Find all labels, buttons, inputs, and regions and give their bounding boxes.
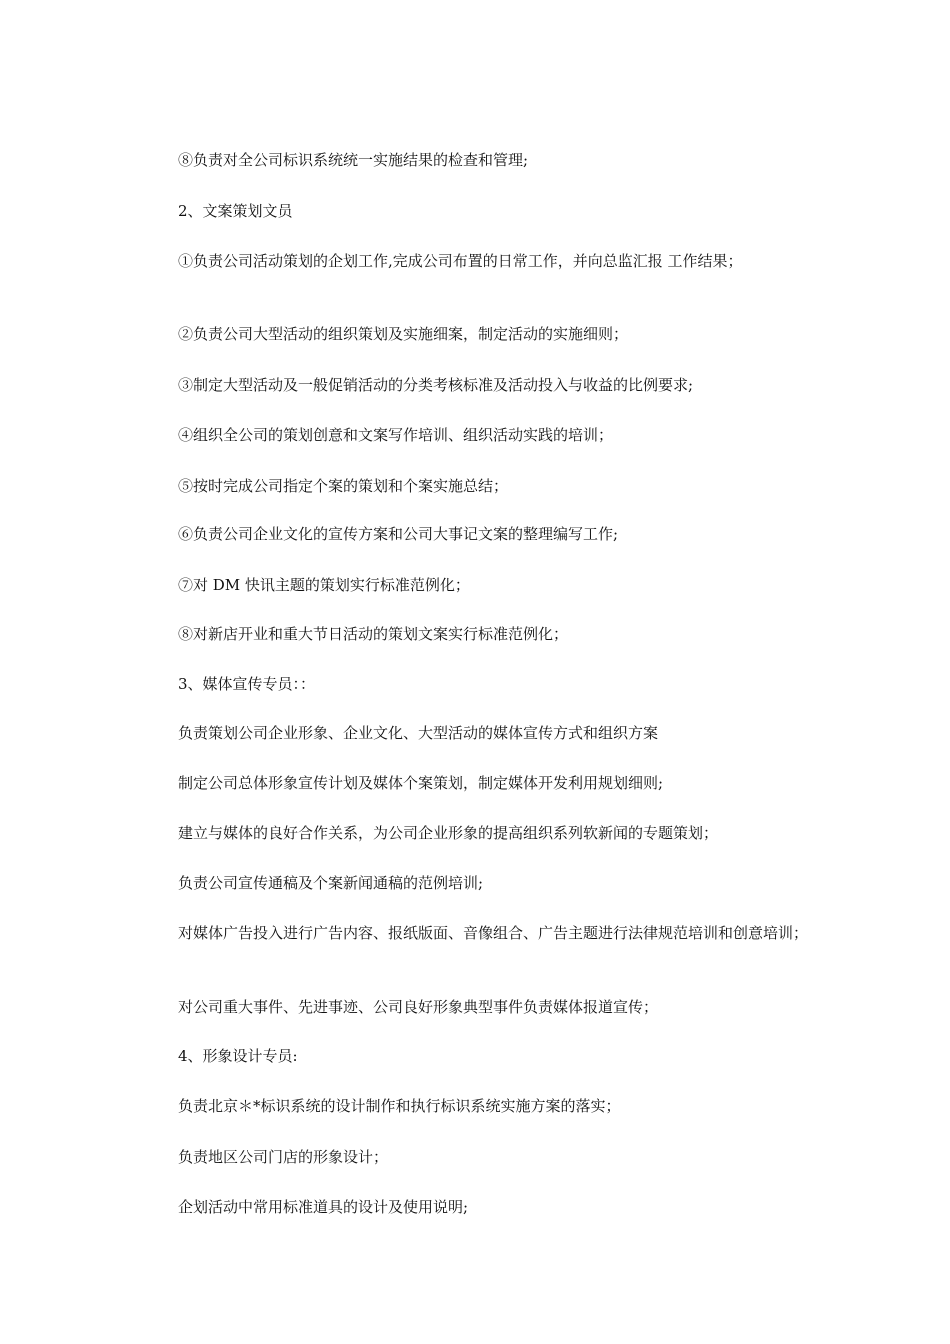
paragraph: ④组织全公司的策划创意和文案写作培训、组织活动实践的培训； bbox=[178, 426, 614, 444]
section-heading: 3、媒体宣传专员：： bbox=[178, 675, 316, 693]
paragraph: 负责地区公司门店的形象设计； bbox=[178, 1148, 389, 1166]
paragraph: 对媒体广告投入进行广告内容、报纸版面、音像组合、广告主题进行法律规范培训和创意培训； bbox=[178, 924, 809, 942]
paragraph: ③制定大型活动及一般促销活动的分类考核标准及活动投入与收益的比例要求; bbox=[178, 376, 694, 394]
paragraph: ⑧对新店开业和重大节日活动的策划文案实行标准范例化； bbox=[178, 625, 569, 643]
paragraph: 负责北京＊*标识系统的设计制作和执行标识系统实施方案的落实； bbox=[178, 1097, 621, 1115]
paragraph: ①负责公司活动策划的企划工作,完成公司布置的日常工作，并向总监汇报 工作结果； bbox=[178, 252, 743, 270]
paragraph: 对公司重大事件、先进事迹、公司良好形象典型事件负责媒体报道宣传； bbox=[178, 998, 659, 1016]
paragraph: 企划活动中常用标准道具的设计及使用说明; bbox=[178, 1198, 469, 1216]
paragraph: ⑤按时完成公司指定个案的策划和个案实施总结； bbox=[178, 477, 509, 495]
paragraph: ⑥负责公司企业文化的宣传方案和公司大事记文案的整理编写工作; bbox=[178, 525, 619, 543]
paragraph: ②负责公司大型活动的组织策划及实施细案，制定活动的实施细则； bbox=[178, 325, 629, 343]
paragraph: 制定公司总体形象宣传计划及媒体个案策划，制定媒体开发利用规划细则; bbox=[178, 774, 664, 792]
paragraph: 负责策划公司企业形象、企业文化、大型活动的媒体宣传方式和组织方案 bbox=[178, 724, 659, 742]
paragraph: ⑦对 DM 快讯主题的策划实行标准范例化； bbox=[178, 576, 470, 594]
section-heading: 2、文案策划文员 bbox=[178, 202, 293, 220]
section-heading: 4、形象设计专员: bbox=[178, 1047, 298, 1065]
paragraph: 负责公司宣传通稿及个案新闻通稿的范例培训; bbox=[178, 874, 484, 892]
paragraph: ⑧负责对全公司标识系统统一实施结果的检查和管理; bbox=[178, 151, 529, 169]
paragraph: 建立与媒体的良好合作关系，为公司企业形象的提高组织系列软新闻的专题策划； bbox=[178, 824, 719, 842]
